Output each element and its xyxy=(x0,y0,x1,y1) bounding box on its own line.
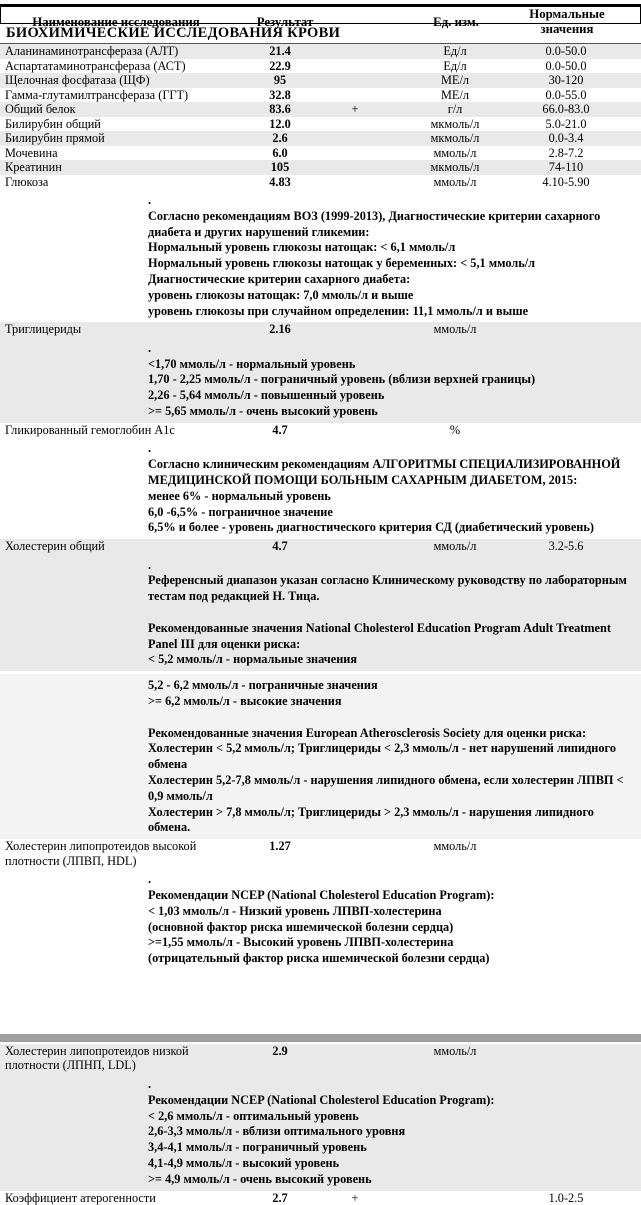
table-row-group xyxy=(0,59,641,74)
comment-block xyxy=(0,189,641,322)
table-row-group xyxy=(0,88,641,103)
normal-range-cell: 3.2-5.6 xyxy=(548,539,584,554)
comment-line: обмена. xyxy=(148,820,191,835)
units-cell: ммоль/л xyxy=(433,1043,477,1058)
comment-line: >= 6,2 ммоль/л - высокие значения xyxy=(148,694,342,709)
table-row xyxy=(0,44,641,59)
table-row-group xyxy=(0,160,641,175)
page-gap xyxy=(0,970,641,1034)
table-row xyxy=(0,59,641,74)
table-row-group xyxy=(0,131,641,146)
comment-line: 2,6-3,3 ммоль/л - вблизи оптимального уровня xyxy=(148,1124,406,1139)
comment-line: Холестерин 5,2-7,8 ммоль/л - нарушения липидного обмена, если холестерин ЛПВП < xyxy=(148,773,624,787)
test-name-cell: Холестерин общий xyxy=(5,539,105,554)
table-row xyxy=(0,839,641,868)
table-row-group xyxy=(0,146,641,161)
comment-line: . xyxy=(148,872,152,887)
comment-line: 0,9 ммоль/л xyxy=(148,788,213,803)
test-name-cell: Аланинаминотрансфераза (АЛТ) xyxy=(5,44,179,58)
table-row-group xyxy=(0,44,641,59)
comment-line: Диагностические критерии сахарного диабета: xyxy=(148,271,411,286)
table-row xyxy=(0,131,641,146)
result-cell: 4.83 xyxy=(269,174,291,189)
table-row-group xyxy=(0,423,641,539)
table-row xyxy=(0,539,641,554)
normal-range-cell: 2.8-7.2 xyxy=(548,145,584,160)
column-header-result: Результат xyxy=(256,14,314,29)
table-row-group xyxy=(0,539,641,839)
comment-line: (основной фактор риска ишемической болезни сердца) xyxy=(148,919,454,934)
comment-line: < 1,03 ммоль/л - Низкий уровень ЛПВП-холестерина xyxy=(148,903,442,918)
table-row xyxy=(0,175,641,190)
test-name-cell: Холестерин липопротеидов высокой плотности (ЛПВП, HDL) xyxy=(5,839,197,868)
comment-line: 2,26 - 5,64 ммоль/л - повышенный уровень xyxy=(148,388,385,403)
table-row xyxy=(0,117,641,132)
result-cell: 2.16 xyxy=(269,322,291,337)
normal-range-cell: 66.0-83.0 xyxy=(542,102,590,116)
table-row-group xyxy=(0,839,641,970)
result-cell: 4.7 xyxy=(272,539,288,554)
comment-line: < 2,6 ммоль/л - оптимальный уровень xyxy=(148,1108,359,1123)
comment-line: 6,0 -6,5% - пограничное значение xyxy=(148,504,333,519)
normal-range-cell: 0.0-3.4 xyxy=(548,131,584,145)
test-name-cell: Холестерин липопротеидов низкой плотности (ЛПНП, LDL) xyxy=(5,1043,189,1073)
table-row xyxy=(0,146,641,161)
comment-line: Рекомендованные значения National Cholesterol Education Program Adult Treatment xyxy=(148,620,611,635)
test-name-cell: Креатинин xyxy=(5,160,62,174)
comment-line: 1,70 - 2,25 ммоль/л - пограничный уровень (вблизи верхней границы) xyxy=(148,372,536,387)
normal-range-cell: 5.0-21.0 xyxy=(545,116,587,131)
comment-line: Panel III для оценки риска: xyxy=(148,636,301,651)
test-name-cell: Гликированный гемоглобин А1с xyxy=(5,422,175,437)
comment-line: >= 4,9 ммоль/л - очень высокий уровень xyxy=(148,1171,372,1186)
comment-block xyxy=(0,1073,641,1191)
normal-range-cell: 0.0-50.0 xyxy=(545,44,587,58)
result-cell: 2.9 xyxy=(272,1043,288,1058)
result-cell: 32.8 xyxy=(269,87,291,102)
comment-line: диабета и других нарушений гликемии: xyxy=(148,224,370,239)
comment-line: Рекомендации NCEP (National Cholesterol Education Program): xyxy=(148,1092,495,1107)
comment-line: Холестерин < 5,2 ммоль/л; Триглицериды < 2,3 ммоль/л - нет нарушений липидного xyxy=(148,741,616,756)
comment-line: Референсный диапазон указан согласно Клиническому руководству по лабораторным xyxy=(148,573,627,588)
table-row-group xyxy=(0,322,641,422)
comment-line: <1,70 ммоль/л - нормальный уровень xyxy=(148,356,356,371)
table-row xyxy=(0,88,641,103)
units-cell: МЕ/л xyxy=(441,73,469,87)
comment-line: менее 6% - нормальный уровень xyxy=(148,488,331,503)
test-name-cell: Щелочная фосфатаза (ЩФ) xyxy=(5,73,150,87)
comment-line: Согласно клиническим рекомендациям АЛГОРИТМЫ СПЕЦИАЛИЗИРОВАННОЙ xyxy=(148,457,621,472)
comment-line: . xyxy=(148,193,152,207)
normal-range-cell: 4.10-5.90 xyxy=(542,174,590,189)
units-cell: ммоль/л xyxy=(433,322,477,337)
units-cell: % xyxy=(449,422,461,437)
test-name-cell: Триглицериды xyxy=(5,322,82,337)
column-header-normal: Нормальные значения xyxy=(529,7,605,36)
comment-block xyxy=(0,674,641,839)
comment-line: МЕДИЦИНСКОЙ ПОМОЩИ БОЛЬНЫМ САХАРНЫМ ДИАБЕТОМ, 2015: xyxy=(148,472,578,487)
table-row xyxy=(0,1191,641,1205)
table-row xyxy=(0,322,641,337)
units-cell: мкмоль/л xyxy=(430,131,480,145)
test-name-cell: Билирубин общий xyxy=(5,116,101,131)
units-cell: ммоль/л xyxy=(433,174,477,189)
comment-line: 4,1-4,9 ммоль/л - высокий уровень xyxy=(148,1155,340,1170)
comment-block xyxy=(0,337,641,423)
table-row xyxy=(0,1044,641,1073)
result-cell: 2.7 xyxy=(272,1190,288,1205)
comment-line: 5,2 - 6,2 ммоль/л - пограничные значения xyxy=(148,678,378,693)
units-cell: ммоль/л xyxy=(433,539,477,554)
comment-line: обмена xyxy=(148,757,188,772)
comment-line: . xyxy=(148,340,152,355)
comment-line: уровень глюкозы натощак: 7,0 ммоль/л и выше xyxy=(148,287,414,302)
units-cell: мкмоль/л xyxy=(430,160,480,174)
section-title-biochemistry: БИОХИМИЧЕСКИЕ ИССЛЕДОВАНИЯ КРОВИ xyxy=(0,24,641,44)
table-row-group xyxy=(0,175,641,323)
comment-line: . xyxy=(148,557,152,572)
comment-line: . xyxy=(148,1076,152,1091)
comment-line: тестам под редакцией Н. Тица. xyxy=(148,589,320,604)
comment-block xyxy=(0,554,641,672)
page-break-bar xyxy=(0,1034,641,1042)
normal-range-cell: 30-120 xyxy=(548,73,584,87)
table-row xyxy=(0,423,641,438)
test-name-cell: Общий белок xyxy=(5,102,76,116)
comment-line: . xyxy=(148,441,152,456)
normal-range-cell: 1.0-2.5 xyxy=(548,1190,584,1205)
result-cell: 4.7 xyxy=(272,422,288,437)
normal-range-cell: 0.0-55.0 xyxy=(545,87,587,102)
comment-line: >=1,55 ммоль/л - Высокий уровень ЛПВП-холестерина xyxy=(148,935,454,950)
results-table-body xyxy=(0,44,641,1205)
table-row-group xyxy=(0,73,641,88)
test-name-cell: Глюкоза xyxy=(5,174,49,189)
comment-line: Нормальный уровень глюкозы натощак: < 6,1 ммоль/л xyxy=(148,240,456,255)
comment-line: < 5,2 ммоль/л - нормальные значения xyxy=(148,652,358,667)
comment-line: 6,5% и более - уровень диагностического критерия СД (диабетический уровень) xyxy=(148,520,594,535)
result-cell: 6.0 xyxy=(272,145,288,160)
units-cell: ммоль/л xyxy=(433,839,477,854)
comment-line: Рекомендованные значения European Atherosclerosis Society для оценки риска: xyxy=(148,725,587,740)
test-name-cell: Гамма-глутамилтрансфераза (ГГТ) xyxy=(5,87,189,102)
comment-line: Нормальный уровень глюкозы натощак у беременных: < 5,1 ммоль/л xyxy=(148,256,536,271)
comment-line: >= 5,65 ммоль/л - очень высокий уровень xyxy=(148,404,378,419)
comment-block xyxy=(0,437,641,539)
units-cell: мкмоль/л xyxy=(430,116,480,131)
table-row-group xyxy=(0,1044,641,1191)
result-cell: 83.6 xyxy=(269,102,291,116)
comment-line xyxy=(148,605,631,621)
table-row xyxy=(0,73,641,88)
table-row-group xyxy=(0,1191,641,1205)
units-cell: МЕ/л xyxy=(441,87,469,102)
units-cell: Ед/л xyxy=(443,44,467,58)
result-cell: 105 xyxy=(270,160,290,174)
normal-range-cell: 74-110 xyxy=(548,160,584,174)
table-row xyxy=(0,160,641,175)
flag-cell: + xyxy=(351,1190,359,1205)
comment-line: Согласно рекомендациям ВОЗ (1999-2013), Диагностические критерии сахарного xyxy=(148,208,601,223)
test-name-cell: Билирубин прямой xyxy=(5,131,105,145)
test-name-cell: Коэффициент атерогенности xyxy=(5,1190,156,1205)
column-header-units: Ед. изм. xyxy=(433,14,479,29)
flag-cell: + xyxy=(351,102,359,116)
comment-line: Рекомендации NCEP (National Cholesterol Education Program): xyxy=(148,887,495,902)
result-cell: 21.4 xyxy=(269,44,291,58)
units-cell: ммоль/л xyxy=(433,145,477,160)
comment-line: уровень глюкозы при случайном определении: 11,1 ммоль/л и выше xyxy=(148,303,529,318)
comment-line: 3,4-4,1 ммоль/л - пограничный уровень xyxy=(148,1140,367,1155)
result-cell: 95 xyxy=(273,73,287,87)
result-cell: 12.0 xyxy=(269,116,291,131)
result-cell: 22.9 xyxy=(269,58,291,73)
table-row-group xyxy=(0,102,641,117)
normal-range-cell: 0.0-50.0 xyxy=(545,58,587,73)
comment-line xyxy=(148,710,631,726)
result-cell: 1.27 xyxy=(269,839,291,854)
units-cell: Ед/л xyxy=(443,58,467,73)
table-row-group xyxy=(0,117,641,132)
table-row xyxy=(0,102,641,117)
column-header-name: Наименование исследования xyxy=(32,14,200,29)
units-cell: г/л xyxy=(447,102,463,116)
test-name-cell: Мочевина xyxy=(5,145,58,160)
comment-line: Холестерин > 7,8 ммоль/л; Триглицериды > 2,3 ммоль/л - нарушения липидного xyxy=(148,804,594,819)
test-name-cell: Аспартатаминотрансфераза (АСТ) xyxy=(5,58,186,73)
result-cell: 2.6 xyxy=(272,131,288,145)
comment-block xyxy=(0,868,641,970)
comment-line: (отрицательный фактор риска ишемической болезни сердца) xyxy=(148,951,490,966)
